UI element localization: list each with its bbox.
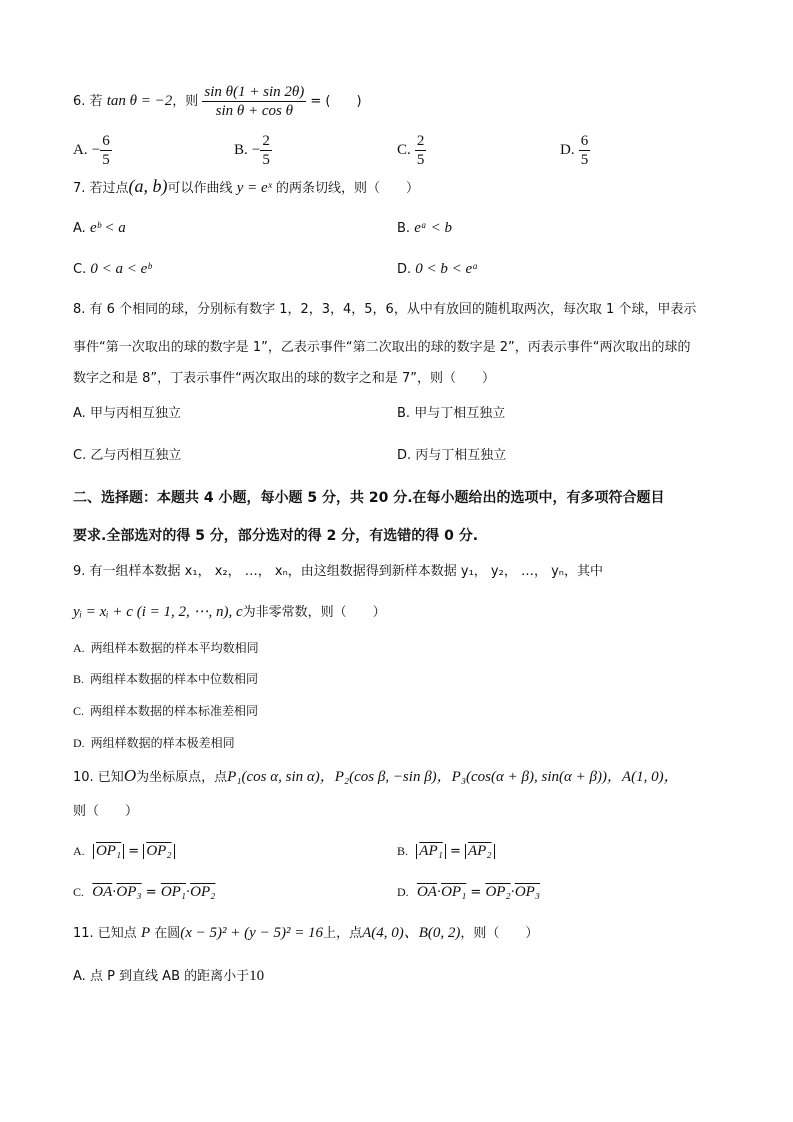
- option-label: A.: [73, 406, 86, 421]
- q7-curve: y = eˣ: [236, 180, 272, 196]
- option-text: eᵃ < b: [414, 220, 452, 236]
- q8-option-c[interactable]: [73, 446, 181, 466]
- q8-option-d[interactable]: [397, 446, 506, 466]
- q9-formula: yᵢ = xᵢ + c (i = 1, 2, ⋯, n), c: [73, 604, 243, 620]
- q11-end: ，则（ ）: [460, 926, 539, 941]
- option-label: D.: [560, 142, 575, 158]
- option-text: eᵇ < a: [89, 220, 126, 236]
- option-label: C.: [73, 262, 87, 277]
- q6-fraction: [202, 83, 306, 120]
- q6-then: ，则: [172, 94, 199, 109]
- option-label: A.: [73, 221, 86, 236]
- vector: OP₃: [514, 884, 541, 900]
- q7-mid: 可以作曲线: [167, 181, 233, 196]
- option-label: C.: [73, 885, 85, 899]
- q8-line-3: 数字之和是 8”，丁表示事件“两次取出的球的数字之和是 7”，则（ ）: [73, 371, 496, 386]
- q10-stem-mid: 为坐标原点，点: [136, 770, 228, 785]
- option-text: 甲与丙相互独立: [89, 406, 181, 421]
- q10-line-2: 则（ ）: [73, 804, 139, 819]
- option-text: 甲与丁相互独立: [414, 406, 506, 421]
- option-label: B.: [73, 672, 85, 686]
- vector: $\overline{OA}$: [416, 884, 437, 900]
- q8-line-2: 事件“第一次取出的球的数字是 1”，乙表示事件“第二次取出的球的数字是 2”，丙表示事件“两次取出的球的: [73, 340, 691, 355]
- q10-stem: 10. 已知: [73, 770, 124, 785]
- vector: OP₁: [95, 843, 122, 859]
- fraction-num: 6: [102, 133, 110, 149]
- q6-option-d[interactable]: [560, 132, 590, 169]
- option-label: D.: [73, 736, 85, 750]
- vector: AP₁: [419, 843, 443, 859]
- option-value: 10: [249, 968, 265, 984]
- option-label: C.: [397, 142, 411, 158]
- q9-line-1: 9. 有一组样本数据 x₁， x₂， …， xₙ，由这组数据得到新样本数据 y₁， y₂， …， yₙ，其中: [73, 564, 603, 579]
- vector: AP₂: [468, 843, 492, 859]
- option-text: 0 < b < eᵃ: [415, 261, 479, 277]
- q6-condition: tan θ = −2: [106, 93, 173, 109]
- q6-numerator: sin θ(1 + sin 2θ): [204, 84, 305, 100]
- fraction-num: 6: [580, 133, 589, 149]
- q6-option-b[interactable]: [234, 132, 272, 169]
- q11-option-a[interactable]: [73, 966, 264, 987]
- option-label: B.: [397, 221, 411, 236]
- option-fraction: [260, 132, 272, 169]
- q6-stem: 6. 若: [73, 94, 103, 109]
- option-sign: −: [91, 142, 101, 158]
- q7-point: (a, b): [128, 176, 168, 196]
- q6-option-a[interactable]: [73, 132, 112, 169]
- vector: OP₁: [160, 884, 187, 900]
- q9-option-c[interactable]: [73, 701, 258, 721]
- q11-circle: (x − 5)² + (y − 5)² = 16: [180, 925, 324, 941]
- fraction-den: 5: [416, 152, 425, 168]
- q11-stem: 11. 已知点: [73, 926, 137, 941]
- option-fraction: [579, 132, 591, 169]
- option-label: D.: [397, 262, 412, 277]
- option-label: A.: [73, 142, 88, 158]
- option-text: 两组样本数据的样本中位数相同: [90, 672, 259, 686]
- vector: OP₂: [190, 884, 216, 900]
- fraction-num: 2: [416, 133, 425, 149]
- option-fraction: [100, 132, 112, 169]
- option-label: D.: [397, 448, 412, 463]
- option-label: C.: [73, 704, 85, 718]
- vector: $\overline{OA}$: [92, 884, 113, 900]
- q7-option-a[interactable]: [73, 218, 126, 239]
- q7-tail: 的两条切线，则（ ）: [276, 181, 420, 196]
- question-11: [73, 923, 538, 944]
- q9-option-d[interactable]: [73, 733, 235, 753]
- fraction-den: 5: [262, 152, 270, 168]
- q8-option-a[interactable]: [73, 404, 181, 424]
- vector: OP₁: [441, 884, 467, 900]
- q8-option-b[interactable]: [397, 404, 505, 424]
- option-label: C.: [73, 448, 87, 463]
- option-text: 点 P 到直线 AB 的距离小于: [89, 969, 250, 984]
- q11-mid: 在圆: [154, 926, 181, 941]
- option-text: 0 < a < eᵇ: [90, 261, 152, 277]
- option-fraction: [415, 132, 427, 169]
- option-label: D.: [397, 885, 409, 899]
- vector: OP₃: [116, 884, 142, 900]
- fraction-den: 5: [580, 152, 589, 168]
- vector: OP₂: [146, 843, 172, 859]
- q6-denominator: sin θ + cos θ: [215, 103, 293, 119]
- q7-option-b[interactable]: [397, 218, 452, 239]
- q11-tail: 上，点: [323, 926, 363, 941]
- q11-points: A(4, 0)、B(0, 2): [362, 925, 461, 941]
- q10-option-d[interactable]: D. $\overline{OA}\cdot OP_1 = OP_2\cdot OP_3$: [397, 884, 541, 900]
- q10-option-a[interactable]: A. OP₁ = OP₂: [73, 841, 175, 862]
- q11-point-p: P: [140, 925, 151, 941]
- option-text: 两组样本数据的样本平均数相同: [90, 641, 259, 655]
- question-6: [73, 83, 362, 120]
- option-label: B.: [397, 844, 409, 858]
- q10-option-c[interactable]: C. $\overline{OA}\cdot OP_3 = OP_1\cdot OP_2$: [73, 884, 216, 900]
- vector: OP₂: [485, 884, 511, 900]
- section-heading-line-2: 要求.全部选对的得 5 分，部分选对的得 2 分，有选错的得 0 分.: [73, 528, 479, 544]
- option-label: B.: [397, 406, 411, 421]
- option-sign: −: [251, 142, 261, 158]
- option-text: 丙与丁相互独立: [415, 448, 507, 463]
- option-text: 两组样本数据的样本标准差相同: [90, 704, 259, 718]
- q10-points: P₁(cos α, sin α)，P₂(cos β, −sin β)，P₃(cos(α + β), sin(α + β))，A(1, 0)，: [227, 769, 679, 785]
- question-7: [73, 176, 419, 199]
- q6-option-c[interactable]: [397, 132, 426, 169]
- q9-option-a[interactable]: [73, 638, 259, 658]
- q7-option-c[interactable]: [73, 259, 151, 280]
- q6-tail: = ( ): [310, 94, 362, 109]
- option-label: A.: [73, 641, 85, 655]
- q8-line-1: 8. 有 6 个相同的球，分别标有数字 1，2，3，4，5，6，从中有放回的随机取两次，每次取 1 个球，甲表示: [73, 302, 697, 317]
- option-label: A.: [73, 844, 85, 858]
- q10-origin: O: [123, 766, 137, 785]
- fraction-den: 5: [102, 152, 110, 168]
- q10-option-b[interactable]: B. AP₁ = AP₂: [397, 841, 495, 862]
- q7-option-d[interactable]: [397, 259, 478, 280]
- section-heading-line-1: 二、选择题：本题共 4 小题，每小题 5 分，共 20 分.在每小题给出的选项中，有多项符合题目: [73, 490, 665, 506]
- fraction-num: 2: [262, 133, 270, 149]
- option-text: 两组样数据的样本极差相同: [90, 736, 235, 750]
- q9-tail: 为非零常数，则（ ）: [242, 605, 386, 620]
- option-text: 乙与丙相互独立: [90, 448, 182, 463]
- q7-stem: 7. 若过点: [73, 181, 129, 196]
- q9-option-b[interactable]: [73, 669, 258, 689]
- q10-line-1: [73, 766, 679, 788]
- option-label: A.: [73, 969, 86, 984]
- option-label: B.: [234, 142, 248, 158]
- q9-line-2: [73, 602, 386, 623]
